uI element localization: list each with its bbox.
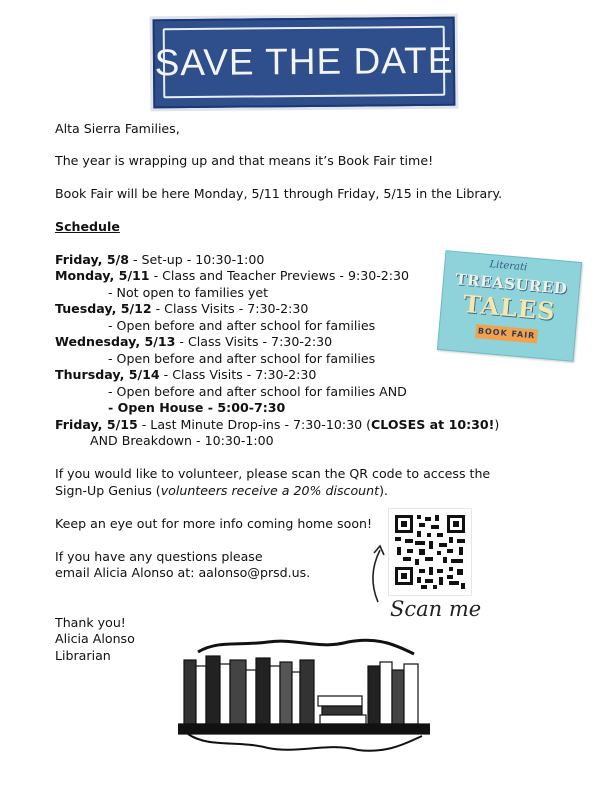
- questions-line1: If you have any questions please: [55, 549, 263, 564]
- badge-brand: Literati: [489, 259, 528, 274]
- volunteer-line2: [55, 482, 388, 499]
- qr-code[interactable]: [388, 508, 472, 596]
- closing-title: Librarian: [55, 648, 111, 663]
- badge-subtitle: BOOK FAIR: [475, 324, 538, 343]
- qr-code-graphic: [393, 513, 467, 591]
- scan-me-caption: Scan me: [390, 597, 482, 621]
- day-desc: - Class and Teacher Previews - 9:30-2:30: [149, 268, 410, 283]
- day-label: Friday, 5/15: [55, 417, 138, 432]
- more-info-text: Keep an eye out for more info coming home soon!: [55, 516, 373, 531]
- banner-text: SAVE THE DATE: [163, 26, 446, 98]
- day-label: Wednesday, 5/13: [55, 334, 176, 349]
- day-desc: - Class Visits - 7:30-2:30: [151, 301, 309, 316]
- open-house-note: - Open House - 5:00-7:30: [108, 400, 286, 415]
- volunteer-text-c: ).: [379, 483, 389, 498]
- schedule-item-fri515: [55, 416, 499, 433]
- volunteer-line1: If you would like to volunteer, please scan the QR code to access the: [55, 466, 491, 481]
- treasured-tales-logo: [437, 250, 582, 362]
- schedule-note: - Not open to families yet: [108, 285, 269, 300]
- schedule-heading: Schedule: [55, 219, 120, 234]
- day-desc: - Class Visits - 7:30-2:30: [159, 367, 317, 382]
- greeting: Alta Sierra Families,: [55, 121, 180, 136]
- closes-note: CLOSES at 10:30!: [371, 417, 495, 432]
- day-desc: - Last Minute Drop-ins - 7:30-10:30 (: [137, 417, 372, 432]
- day-label: Friday, 5/8: [55, 252, 129, 267]
- schedule-item-mon511: [55, 267, 409, 284]
- schedule-item-tue512: [55, 300, 308, 317]
- badge-title2: TALES: [461, 289, 557, 326]
- schedule-item-thu514: [55, 366, 316, 383]
- bookshelf-illustration: [178, 636, 430, 756]
- day-desc: - Set-up - 10:30-1:00: [128, 252, 265, 267]
- day-label: Monday, 5/11: [55, 268, 150, 283]
- schedule-item-fri58: [55, 251, 264, 268]
- day-label: Tuesday, 5/12: [55, 301, 152, 316]
- paren-close: ): [494, 417, 500, 432]
- questions-line2: email Alicia Alonso at: aalonso@prsd.us.: [55, 565, 311, 580]
- day-label: Thursday, 5/14: [55, 367, 160, 382]
- intro-text: The year is wrapping up and that means it’s Book Fair time!: [55, 153, 434, 168]
- schedule-item-wed513: [55, 333, 332, 350]
- schedule-note: - Open before and after school for families AND: [108, 384, 407, 399]
- badge-title1: TREASURED: [454, 270, 569, 298]
- curved-arrow-icon: [366, 540, 390, 604]
- dates-text: Book Fair will be here Monday, 5/11 through Friday, 5/15 in the Library.: [55, 186, 503, 201]
- schedule-note: AND Breakdown - 10:30-1:00: [90, 433, 274, 448]
- day-desc: - Class Visits - 7:30-2:30: [175, 334, 333, 349]
- save-the-date-banner: [153, 17, 456, 109]
- closing-name: Alicia Alonso: [55, 631, 135, 646]
- schedule-note: - Open before and after school for families: [108, 318, 376, 333]
- closing-thanks: Thank you!: [55, 615, 126, 630]
- volunteer-discount: volunteers receive a 20% discount: [160, 483, 380, 498]
- volunteer-text-a: Sign-Up Genius (: [55, 483, 161, 498]
- schedule-note: - Open before and after school for families: [108, 351, 376, 366]
